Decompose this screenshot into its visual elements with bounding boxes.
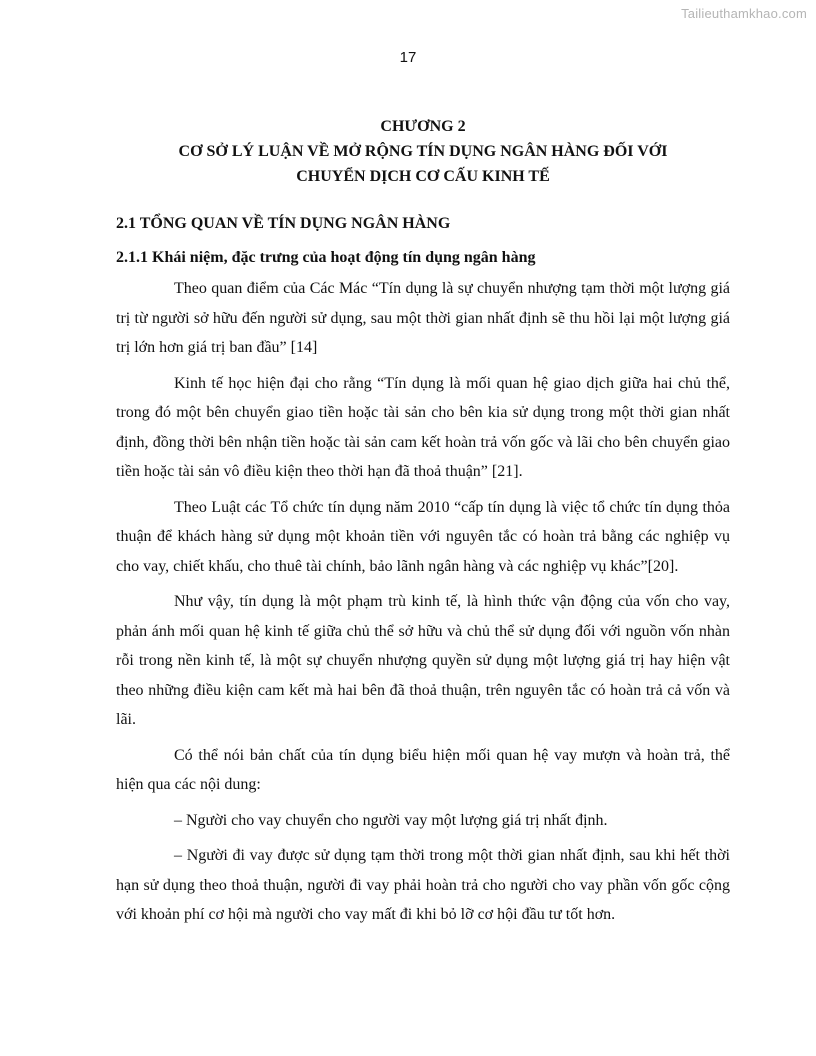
- chapter-number: CHƯƠNG 2: [380, 118, 466, 135]
- chapter-title: [116, 114, 730, 189]
- paragraph: Theo quan điểm của Các Mác “Tín dụng là sự chuyển nhượng tạm thời một lượng giá trị từ người sở hữu đến người sử dụng, sau một thời gian nhất định sẽ thu hồi lại một lượng giá trị lớn hơn giá trị ban đầu” [14]: [116, 280, 730, 356]
- paragraph: Như vậy, tín dụng là một phạm trù kinh tế, là hình thức vận động của vốn cho vay, phản ánh mối quan hệ kinh tế giữa chủ thể sở hữu và chủ thể sử dụng đối với nguồn vốn nhàn rỗi trong nền kinh tế, là một sự chuyển nhượng quyền sử dụng một lượng giá trị hay hiện vật theo những điều kiện cam kết mà hai bên đã thoả thuận, trên nguyên tắc có hoàn trả cả vốn và lãi.: [116, 593, 730, 728]
- chapter-title-line-2: CHUYỂN DỊCH CƠ CẤU KINH TẾ: [296, 168, 550, 185]
- paragraph: Kinh tế học hiện đại cho rằng “Tín dụng là mối quan hệ giao dịch giữa hai chủ thể, trong đó một bên chuyển giao tiền hoặc tài sản cho bên kia sử dụng trong một thời gian nhất định, đồng thời bên nhận tiền hoặc tài sản cam kết hoàn trả vốn gốc và lãi cho bên chuyển giao tiền hoặc tài sản vô điều kiện theo thời hạn đã thoả thuận” [21].: [116, 374, 730, 480]
- watermark-text: Tailieuthamkhao.com: [681, 6, 807, 21]
- section-heading: 2.1 TỔNG QUAN VỀ TÍN DỤNG NGÂN HÀNG: [116, 215, 451, 232]
- document-body: [116, 114, 730, 930]
- subsection-heading: 2.1.1 Khái niệm, đặc trưng của hoạt động tín dụng ngân hàng: [116, 249, 536, 266]
- list-item: – Người cho vay chuyển cho người vay một lượng giá trị nhất định.: [174, 811, 608, 829]
- page-number: 17: [399, 49, 417, 66]
- chapter-title-line-1: CƠ SỞ LÝ LUẬN VỀ MỞ RỘNG TÍN DỤNG NGÂN HÀNG ĐỐI VỚI: [178, 143, 668, 160]
- list-item: – Người đi vay được sử dụng tạm thời trong một thời gian nhất định, sau khi hết thời hạn sử dụng theo thoả thuận, người đi vay phải hoàn trả cho người cho vay phần vốn gốc cộng với khoản phí cơ hội mà người cho vay mất đi khi bỏ lỡ cơ hội đầu tư tốt hơn.: [116, 847, 730, 923]
- paragraph: Theo Luật các Tổ chức tín dụng năm 2010 “cấp tín dụng là việc tổ chức tín dụng thỏa thuận để khách hàng sử dụng một khoản tiền với nguyên tắc có hoàn trả bằng các nghiệp vụ cho vay, chiết khấu, cho thuê tài chính, bảo lãnh ngân hàng và các nghiệp vụ khác”[20].: [116, 498, 730, 575]
- paragraph: Có thể nói bản chất của tín dụng biểu hiện mối quan hệ vay mượn và hoàn trả, thể hiện qua các nội dung:: [116, 746, 730, 793]
